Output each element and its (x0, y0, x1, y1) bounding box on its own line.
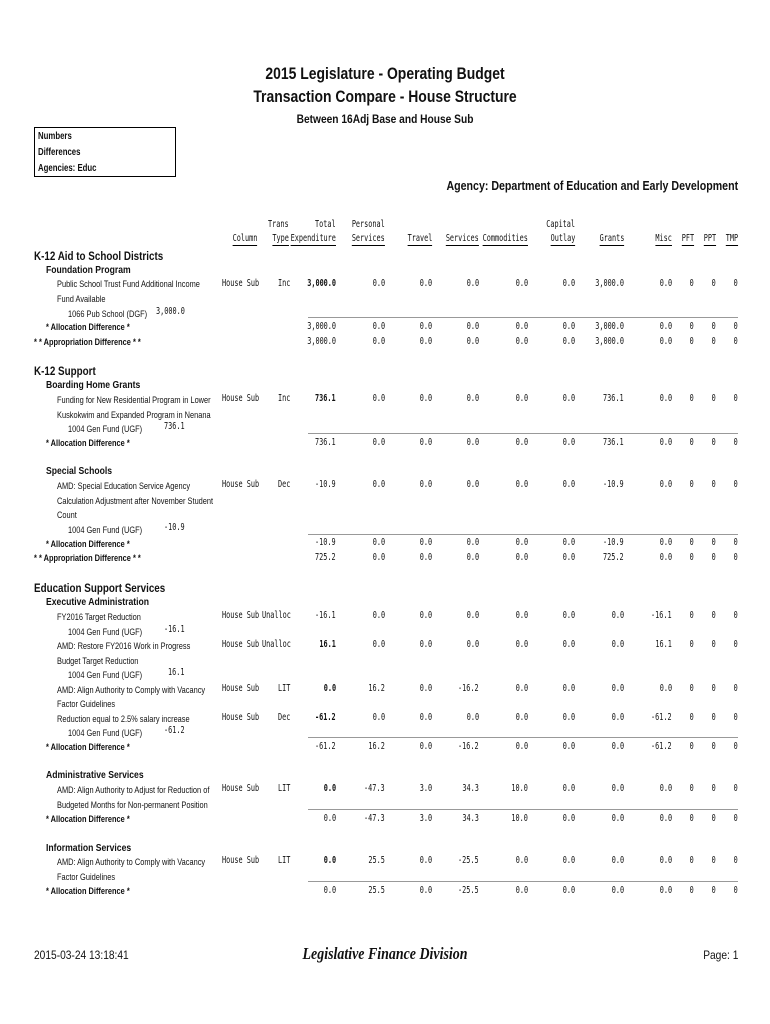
transaction-description: AMD: Restore FY2016 Work in Progress (57, 641, 191, 652)
allocation-title: Administrative Services (46, 769, 144, 781)
fund-source: 1004 Gen Fund (UGF) (68, 728, 143, 739)
allocation-title: Information Services (46, 842, 132, 854)
column-code: House Sub (222, 639, 260, 650)
value-tmp: 0 (733, 741, 738, 752)
value-commodities: 0.0 (515, 639, 528, 650)
value-grants: 725.2 (603, 552, 624, 563)
value-commodities: 0.0 (515, 712, 528, 723)
value-pft: 0 (689, 537, 694, 548)
page-number: Page: 1 (702, 948, 738, 962)
transaction-description: Factor Guidelines (57, 872, 116, 883)
value-total-expenditure: 0.0 (323, 885, 336, 896)
value-services: 0.0 (466, 552, 479, 563)
column-code: House Sub (222, 855, 260, 866)
value-pft: 0 (689, 552, 694, 563)
trans-type: Inc (278, 278, 291, 289)
col-header-trans-1: Trans (268, 219, 289, 230)
trans-type: LIT (278, 783, 291, 794)
value-commodities: 0.0 (515, 610, 528, 621)
allocation-difference-label: * Allocation Difference * (46, 438, 130, 449)
value-grants: 0.0 (611, 639, 624, 650)
value-misc: 0.0 (659, 813, 672, 824)
fund-amount: -10.9 (164, 522, 185, 533)
value-tmp: 0 (733, 336, 738, 347)
value-capital-outlay: 0.0 (562, 479, 575, 490)
value-grants: 0.0 (611, 741, 624, 752)
transaction-description: FY2016 Target Reduction (57, 612, 141, 623)
trans-type: Dec (278, 479, 291, 490)
trans-type: Inc (278, 393, 291, 404)
value-ppt: 0 (711, 537, 716, 548)
fund-amount: -61.2 (164, 725, 185, 736)
fund-amount: 3,000.0 (156, 306, 185, 317)
fund-source: 1004 Gen Fund (UGF) (68, 670, 143, 681)
value-capital-outlay: 0.0 (562, 610, 575, 621)
value-travel: 0.0 (419, 855, 432, 866)
division-signature: Legislative Finance Division (302, 944, 468, 963)
report-title-line2: Transaction Compare - House Structure (253, 87, 517, 106)
value-ppt: 0 (711, 336, 716, 347)
value-misc: 0.0 (659, 885, 672, 896)
value-ppt: 0 (711, 278, 716, 289)
value-capital-outlay: 0.0 (562, 813, 575, 824)
value-services: 34.3 (462, 813, 479, 824)
value-ppt: 0 (711, 813, 716, 824)
col-header-trans-2: Type (272, 233, 289, 244)
value-pft: 0 (689, 741, 694, 752)
value-commodities: 0.0 (515, 437, 528, 448)
value-capital-outlay: 0.0 (562, 552, 575, 563)
column-code: House Sub (222, 393, 260, 404)
transaction-description: Budget Target Reduction (57, 656, 139, 667)
value-personal-services: 25.5 (368, 855, 385, 866)
value-travel: 0.0 (419, 610, 432, 621)
value-pft: 0 (689, 336, 694, 347)
value-travel: 0.0 (419, 537, 432, 548)
allocation-title: Special Schools (46, 465, 113, 477)
value-services: 0.0 (466, 712, 479, 723)
section-title: K-12 Support (34, 364, 96, 378)
value-total-expenditure: 725.2 (315, 552, 336, 563)
value-ppt: 0 (711, 437, 716, 448)
value-ppt: 0 (711, 783, 716, 794)
value-grants: 0.0 (611, 885, 624, 896)
value-total-expenditure: -61.2 (315, 712, 336, 723)
transaction-description: Funding for New Residential Program in Lower (57, 395, 211, 406)
col-header-total-1: Total (315, 219, 336, 230)
col-header-misc: Misc (655, 233, 672, 244)
value-services: 0.0 (466, 278, 479, 289)
value-travel: 0.0 (419, 683, 432, 694)
value-personal-services: 0.0 (372, 639, 385, 650)
value-tmp: 0 (733, 712, 738, 723)
value-personal-services: 0.0 (372, 537, 385, 548)
transaction-description: AMD: Special Education Service Agency (57, 481, 191, 492)
col-header-total-2: Expenditure (290, 233, 336, 244)
value-misc: 0.0 (659, 537, 672, 548)
value-personal-services: 16.2 (368, 683, 385, 694)
transaction-description: Public School Trust Fund Additional Income (57, 279, 200, 290)
value-total-expenditure: 736.1 (315, 393, 336, 404)
value-tmp: 0 (733, 813, 738, 824)
subtotal-rule (308, 881, 738, 882)
fund-source: 1066 Pub School (DGF) (68, 309, 148, 320)
value-capital-outlay: 0.0 (562, 336, 575, 347)
value-ppt: 0 (711, 885, 716, 896)
value-commodities: 10.0 (511, 783, 528, 794)
value-commodities: 0.0 (515, 552, 528, 563)
value-grants: 0.0 (611, 783, 624, 794)
value-capital-outlay: 0.0 (562, 741, 575, 752)
allocation-title: Boarding Home Grants (46, 379, 141, 391)
value-total-expenditure: 3,000.0 (307, 336, 336, 347)
value-capital-outlay: 0.0 (562, 712, 575, 723)
appropriation-difference-label: * * Appropriation Difference * * (34, 553, 141, 564)
value-commodities: 0.0 (515, 278, 528, 289)
col-header-grants: Grants (599, 233, 624, 244)
value-commodities: 0.0 (515, 885, 528, 896)
value-pft: 0 (689, 712, 694, 723)
value-total-expenditure: -10.9 (315, 537, 336, 548)
appropriation-difference-label: * * Appropriation Difference * * (34, 337, 141, 348)
value-pft: 0 (689, 783, 694, 794)
value-ppt: 0 (711, 683, 716, 694)
value-grants: 0.0 (611, 813, 624, 824)
col-header-pft: PFT (681, 233, 694, 244)
value-pft: 0 (689, 610, 694, 621)
value-total-expenditure: 0.0 (323, 813, 336, 824)
fund-source: 1004 Gen Fund (UGF) (68, 424, 143, 435)
col-header-services: Services (446, 233, 479, 244)
subtotal-rule (308, 534, 738, 535)
value-capital-outlay: 0.0 (562, 783, 575, 794)
value-services: -16.2 (458, 683, 479, 694)
value-ppt: 0 (711, 393, 716, 404)
value-pft: 0 (689, 855, 694, 866)
value-commodities: 0.0 (515, 683, 528, 694)
value-travel: 3.0 (419, 813, 432, 824)
value-services: 0.0 (466, 610, 479, 621)
value-tmp: 0 (733, 783, 738, 794)
value-commodities: 10.0 (511, 813, 528, 824)
transaction-description: Fund Available (57, 294, 106, 305)
value-tmp: 0 (733, 610, 738, 621)
value-services: 0.0 (466, 479, 479, 490)
value-total-expenditure: 0.0 (323, 783, 336, 794)
trans-type: LIT (278, 855, 291, 866)
value-services: 0.0 (466, 393, 479, 404)
value-total-expenditure: 3,000.0 (307, 321, 336, 332)
value-capital-outlay: 0.0 (562, 393, 575, 404)
value-grants: 736.1 (603, 393, 624, 404)
col-header-travel: Travel (407, 233, 432, 244)
value-ppt: 0 (711, 639, 716, 650)
value-personal-services: 0.0 (372, 437, 385, 448)
value-commodities: 0.0 (515, 855, 528, 866)
value-capital-outlay: 0.0 (562, 278, 575, 289)
fund-amount: -16.1 (164, 624, 185, 635)
value-grants: 0.0 (611, 712, 624, 723)
trans-type: Unalloc (262, 639, 291, 650)
value-travel: 0.0 (419, 437, 432, 448)
value-travel: 0.0 (419, 393, 432, 404)
value-pft: 0 (689, 393, 694, 404)
value-ppt: 0 (711, 321, 716, 332)
value-grants: 0.0 (611, 610, 624, 621)
value-services: -25.5 (458, 885, 479, 896)
value-grants: 3,000.0 (595, 321, 624, 332)
value-tmp: 0 (733, 855, 738, 866)
value-services: 0.0 (466, 321, 479, 332)
value-total-expenditure: -10.9 (315, 479, 336, 490)
value-travel: 0.0 (419, 741, 432, 752)
transaction-description: Reduction equal to 2.5% salary increase (57, 714, 190, 725)
subtotal-rule (308, 433, 738, 434)
value-tmp: 0 (733, 683, 738, 694)
transaction-description: Calculation Adjustment after November Student (57, 496, 214, 507)
value-misc: -61.2 (651, 712, 672, 723)
value-personal-services: 0.0 (372, 336, 385, 347)
value-misc: 0.0 (659, 336, 672, 347)
value-capital-outlay: 0.0 (562, 855, 575, 866)
transaction-description: AMD: Align Authority to Adjust for Reduction of (57, 785, 210, 796)
column-code: House Sub (222, 712, 260, 723)
value-total-expenditure: 0.0 (323, 683, 336, 694)
fund-amount: 736.1 (164, 421, 185, 432)
value-commodities: 0.0 (515, 321, 528, 332)
value-total-expenditure: -16.1 (315, 610, 336, 621)
trans-type: Unalloc (262, 610, 291, 621)
col-header-commodities: Commodities (482, 233, 528, 244)
value-total-expenditure: 736.1 (315, 437, 336, 448)
value-commodities: 0.0 (515, 741, 528, 752)
value-travel: 0.0 (419, 479, 432, 490)
value-misc: 16.1 (655, 639, 672, 650)
agency-title: Agency: Department of Education and Early Development (446, 179, 738, 193)
value-personal-services: 0.0 (372, 712, 385, 723)
value-ppt: 0 (711, 712, 716, 723)
value-tmp: 0 (733, 479, 738, 490)
col-header-personal-1: Personal (352, 219, 385, 230)
subtotal-rule (308, 317, 738, 318)
value-grants: 0.0 (611, 855, 624, 866)
value-travel: 0.0 (419, 278, 432, 289)
trans-type: Dec (278, 712, 291, 723)
value-tmp: 0 (733, 639, 738, 650)
subtotal-rule (308, 737, 738, 738)
report-subtitle: Between 16Adj Base and House Sub (296, 112, 474, 126)
value-total-expenditure: 0.0 (323, 855, 336, 866)
value-misc: 0.0 (659, 479, 672, 490)
column-code: House Sub (222, 683, 260, 694)
value-grants: -10.9 (603, 537, 624, 548)
param-differences: Differences (38, 147, 81, 158)
col-header-column: Column (232, 233, 257, 244)
value-capital-outlay: 0.0 (562, 639, 575, 650)
value-services: 0.0 (466, 639, 479, 650)
value-personal-services: 0.0 (372, 552, 385, 563)
value-services: -25.5 (458, 855, 479, 866)
fund-source: 1004 Gen Fund (UGF) (68, 627, 143, 638)
value-pft: 0 (689, 278, 694, 289)
value-commodities: 0.0 (515, 393, 528, 404)
value-tmp: 0 (733, 278, 738, 289)
value-grants: 0.0 (611, 683, 624, 694)
allocation-difference-label: * Allocation Difference * (46, 742, 130, 753)
value-personal-services: 0.0 (372, 321, 385, 332)
value-pft: 0 (689, 885, 694, 896)
col-header-capital-2: Outlay (550, 233, 575, 244)
col-header-capital-1: Capital (546, 219, 575, 230)
value-misc: 0.0 (659, 855, 672, 866)
value-misc: 0.0 (659, 278, 672, 289)
value-grants: 3,000.0 (595, 336, 624, 347)
value-misc: 0.0 (659, 437, 672, 448)
allocation-difference-label: * Allocation Difference * (46, 814, 130, 825)
param-numbers: Numbers (38, 131, 72, 142)
value-total-expenditure: -61.2 (315, 741, 336, 752)
col-header-ppt: PPT (703, 233, 716, 244)
value-misc: 0.0 (659, 552, 672, 563)
allocation-title: Executive Administration (46, 596, 150, 608)
value-capital-outlay: 0.0 (562, 437, 575, 448)
value-personal-services: 0.0 (372, 479, 385, 490)
transaction-description: AMD: Align Authority to Comply with Vacancy (57, 685, 206, 696)
value-misc: -16.1 (651, 610, 672, 621)
value-grants: 736.1 (603, 437, 624, 448)
value-personal-services: -47.3 (364, 783, 385, 794)
value-capital-outlay: 0.0 (562, 885, 575, 896)
transaction-description: Kuskokwim and Expanded Program in Nenana (57, 410, 211, 421)
value-ppt: 0 (711, 610, 716, 621)
value-grants: -10.9 (603, 479, 624, 490)
value-pft: 0 (689, 321, 694, 332)
value-tmp: 0 (733, 321, 738, 332)
transaction-description: AMD: Align Authority to Comply with Vacancy (57, 857, 206, 868)
value-pft: 0 (689, 683, 694, 694)
value-pft: 0 (689, 437, 694, 448)
value-commodities: 0.0 (515, 537, 528, 548)
value-travel: 0.0 (419, 336, 432, 347)
value-travel: 0.0 (419, 321, 432, 332)
value-personal-services: 0.0 (372, 278, 385, 289)
value-capital-outlay: 0.0 (562, 683, 575, 694)
report-timestamp: 2015-03-24 13:18:41 (34, 948, 129, 962)
value-tmp: 0 (733, 537, 738, 548)
value-personal-services: -47.3 (364, 813, 385, 824)
value-pft: 0 (689, 479, 694, 490)
value-total-expenditure: 16.1 (319, 639, 336, 650)
allocation-title: Foundation Program (46, 264, 131, 276)
value-tmp: 0 (733, 552, 738, 563)
value-commodities: 0.0 (515, 479, 528, 490)
value-services: -16.2 (458, 741, 479, 752)
col-header-personal-2: Services (352, 233, 385, 244)
value-travel: 0.0 (419, 639, 432, 650)
allocation-difference-label: * Allocation Difference * (46, 886, 130, 897)
value-ppt: 0 (711, 479, 716, 490)
value-misc: 0.0 (659, 393, 672, 404)
value-tmp: 0 (733, 885, 738, 896)
trans-type: LIT (278, 683, 291, 694)
value-tmp: 0 (733, 393, 738, 404)
transaction-description: Factor Guidelines (57, 699, 116, 710)
value-personal-services: 0.0 (372, 610, 385, 621)
value-pft: 0 (689, 813, 694, 824)
value-total-expenditure: 3,000.0 (307, 278, 336, 289)
value-ppt: 0 (711, 741, 716, 752)
column-code: House Sub (222, 479, 260, 490)
allocation-difference-label: * Allocation Difference * (46, 322, 130, 333)
value-services: 0.0 (466, 437, 479, 448)
value-pft: 0 (689, 639, 694, 650)
value-travel: 0.0 (419, 712, 432, 723)
value-services: 0.0 (466, 537, 479, 548)
column-code: House Sub (222, 278, 260, 289)
value-services: 0.0 (466, 336, 479, 347)
section-title: Education Support Services (34, 581, 166, 595)
allocation-difference-label: * Allocation Difference * (46, 539, 130, 550)
value-capital-outlay: 0.0 (562, 537, 575, 548)
value-personal-services: 16.2 (368, 741, 385, 752)
report-title-line1: 2015 Legislature - Operating Budget (265, 64, 505, 83)
value-personal-services: 0.0 (372, 393, 385, 404)
transaction-description: Count (57, 510, 77, 521)
fund-amount: 16.1 (168, 667, 185, 678)
value-travel: 3.0 (419, 783, 432, 794)
value-grants: 3,000.0 (595, 278, 624, 289)
col-header-tmp: TMP (725, 233, 738, 244)
value-ppt: 0 (711, 552, 716, 563)
value-travel: 0.0 (419, 552, 432, 563)
value-personal-services: 25.5 (368, 885, 385, 896)
column-code: House Sub (222, 783, 260, 794)
value-services: 34.3 (462, 783, 479, 794)
subtotal-rule (308, 809, 738, 810)
value-commodities: 0.0 (515, 336, 528, 347)
transaction-description: Budgeted Months for Non-permanent Position (57, 800, 208, 811)
value-misc: 0.0 (659, 683, 672, 694)
value-misc: -61.2 (651, 741, 672, 752)
fund-source: 1004 Gen Fund (UGF) (68, 525, 143, 536)
value-misc: 0.0 (659, 321, 672, 332)
value-ppt: 0 (711, 855, 716, 866)
value-capital-outlay: 0.0 (562, 321, 575, 332)
section-title: K-12 Aid to School Districts (34, 249, 164, 263)
param-agencies: Agencies: Educ (38, 163, 97, 174)
value-misc: 0.0 (659, 783, 672, 794)
value-tmp: 0 (733, 437, 738, 448)
column-code: House Sub (222, 610, 260, 621)
value-travel: 0.0 (419, 885, 432, 896)
